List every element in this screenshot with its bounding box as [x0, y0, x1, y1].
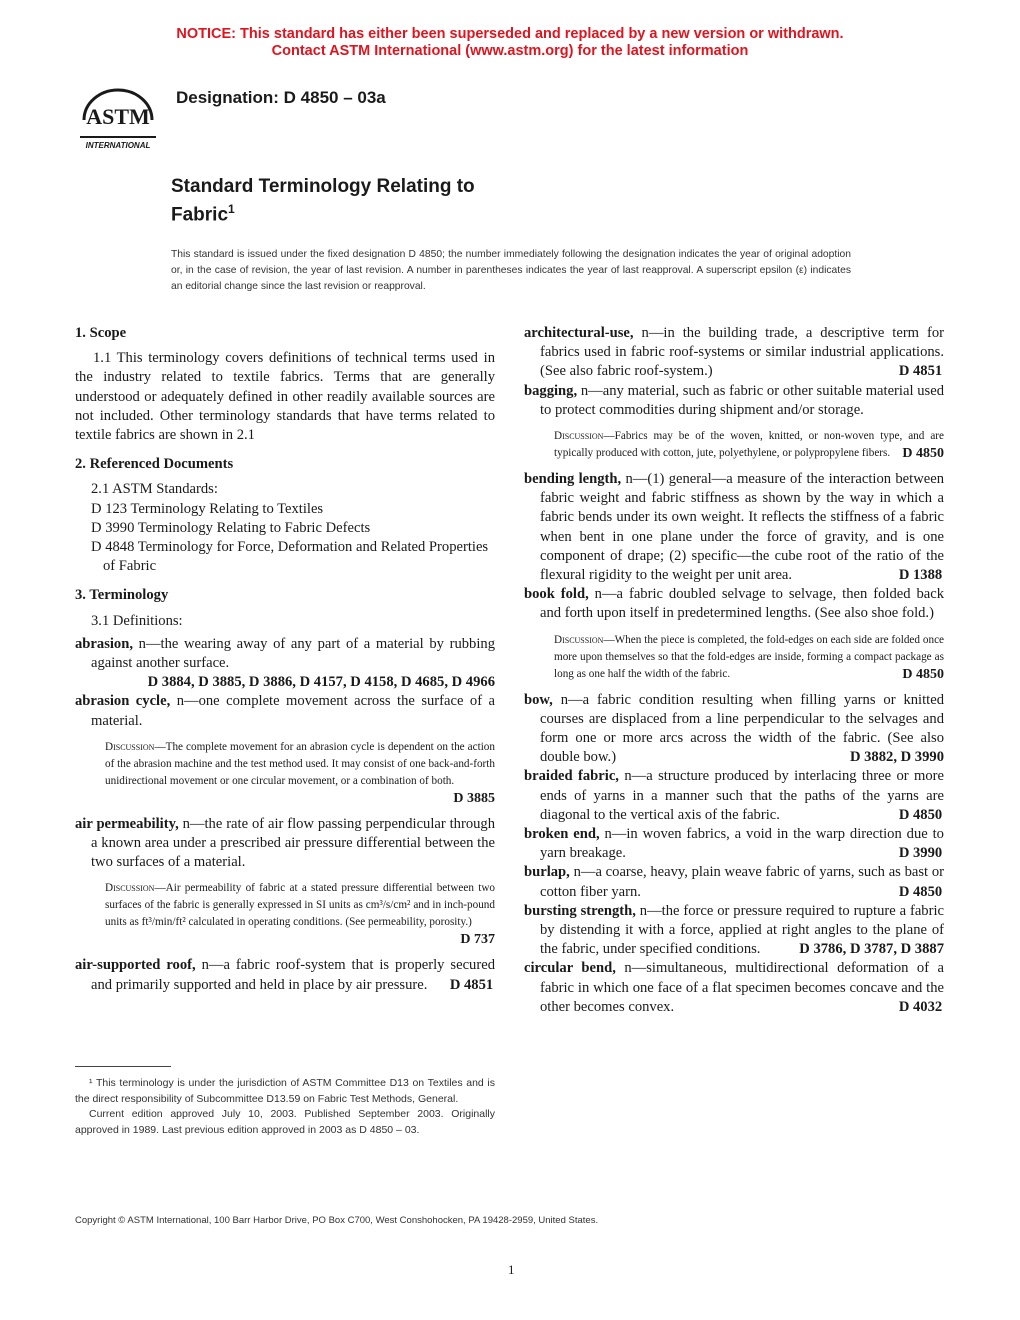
- notice-line-2: Contact ASTM International (www.astm.org) for the latest information: [271, 43, 749, 59]
- term-bow: bow, n—a fabric condition resulting when filling yarns or knitted courses are displaced from a line perpendicular to the selvages and form one or more arcs across the width of the fabric. (See also double bow.) D 3882, D 3990: [524, 691, 944, 768]
- terminology-heading: 3. Terminology: [75, 587, 169, 604]
- discussion-air-permeability: Discussion—Air permeability of fabric at a stated pressure differential between two surfaces of the fabric is generally expressed in SI units as cm³/s/cm² and in inch-pound units as ft³/min/ft² calculated in operating conditions. (See permeability, porosity.) D 737: [105, 882, 495, 948]
- designation: Designation: D 4850 – 03a: [176, 88, 386, 107]
- term-refs: D 4851: [449, 976, 494, 993]
- abstract: This standard is issued under the fixed designation D 4850; the number immediately following the designation indicates the year of original adoption or, in the case of revision, the year of last revision. A number in parentheses indicates the year of last reapproval. A superscript epsilon (ε) indicates an editorial change since the last revision or reapproval.: [171, 249, 851, 292]
- astm-logo: [76, 80, 160, 150]
- term-refs: D 1388: [898, 567, 943, 584]
- discussion-abrasion-cycle: Discussion—The complete movement for an abrasion cycle is dependent on the action of the abrasion machine and the test method used. It may consist of one back-and-forth unidirectional movement or one circular movement, or a combination of both. D 3885: [105, 740, 495, 806]
- discussion-bagging: Discussion—Fabrics may be of the woven, knitted, or non-woven type, and are typically produced with cotton, jute, polyethylene, or polypropylene fibers. D 4850: [554, 430, 944, 462]
- term-bending-length: bending length, n—(1) general—a measure of the interaction between fabric weight and fabric stiffness as shown by the way in which a fabric bends under its own weight. It reflects the stiffness of a fabric when bent in one plane under the force of gravity, and is one component of drape; (2) specific—the cube root of the ratio of the flexural rigidity to the weight per unit area. D 1388: [524, 470, 944, 585]
- term-bagging: bagging, n—any material, such as fabric or other suitable material used to protect commodities during shipment and/or storage.: [524, 382, 944, 418]
- term-refs: D 4851: [898, 363, 943, 380]
- term-air-permeability: air permeability, n—the rate of air flow passing perpendicular through a known area under a prescribed air pressure differential between the two surfaces of a material.: [75, 815, 496, 871]
- term-abrasion-cycle: abrasion cycle, n—one complete movement across the surface of a material.: [75, 693, 495, 729]
- term-refs: D 4850: [898, 806, 943, 823]
- term-refs: D 4032: [898, 998, 943, 1015]
- discussion-refs: D 737: [460, 932, 495, 948]
- term-abrasion: abrasion, n—the wearing away of any part of a material by rubbing against another surface. D 3884, D 3885, D 3886, D 4157, D 4158, D 4685, D 4966: [75, 635, 495, 693]
- term-refs: D 3786, D 3787, D 3887: [799, 941, 944, 958]
- term-burlap: burlap, n—a coarse, heavy, plain weave fabric of yarns, such as bast or cotton fiber yarn. D 4850: [524, 863, 944, 901]
- discussion-refs: D 3885: [453, 790, 495, 806]
- term-refs: D 3884, D 3885, D 3886, D 4157, D 4158, D 4685, D 4966: [147, 674, 495, 691]
- logo-text: ASTM: [86, 104, 150, 129]
- footnote-jurisdiction: ¹ This terminology is under the jurisdiction of ASTM Committee D13 on Textiles and is the direct responsibility of Subcommittee D13.59 on Fabric Test Methods, General.: [75, 1077, 495, 1105]
- copyright: Copyright © ASTM International, 100 Barr Harbor Drive, PO Box C700, West Conshohocken, PA 19428-2959, United States.: [75, 1215, 599, 1226]
- terminology-sub: 3.1 Definitions:: [91, 612, 183, 629]
- scope-heading: 1. Scope: [75, 325, 127, 341]
- referenced-sub: 2.1 ASTM Standards:: [91, 481, 218, 498]
- right-column: [524, 324, 944, 1017]
- term-bursting-strength: bursting strength, n—the force or pressure required to rupture a fabric by distending it with a force, applied at right angles to the plane of the fabric, under specified conditions. D 3786, D 3787, D 3887: [524, 902, 944, 960]
- referenced-item: D 4848 Terminology for Force, Deformation and Related Properties of Fabric: [91, 539, 489, 575]
- astm-logo-icon: [76, 80, 160, 150]
- term-circular-bend: circular bend, n—simultaneous, multidirectional deformation of a fabric in which one face of a flat specimen becomes concave and the other becomes convex. D 4032: [524, 959, 944, 1017]
- discussion-refs: D 4850: [902, 446, 944, 462]
- title-line-1: Standard Terminology Relating to: [171, 176, 475, 197]
- left-column: [75, 324, 495, 995]
- referenced-heading: 2. Referenced Documents: [75, 456, 234, 473]
- footnote: [75, 1076, 495, 1138]
- term-book-fold: book fold, n—a fabric doubled selvage to selvage, then folded back and forth upon itself in predetermined lengths. (See also shoe fold.): [524, 586, 944, 622]
- term-architectural-use: architectural-use, n—in the building trade, a descriptive term for fabrics used in fabric roof-systems or similar industrial applications. (See also fabric roof-system.) D 4851: [524, 324, 944, 382]
- term-braided-fabric: braided fabric, n—a structure produced by interlacing three or more ends of yarns in a manner such that the paths of the yarns are diagonal to the vertical axis of the fabric. D 4850: [524, 767, 944, 825]
- footnote-edition: Current edition approved July 10, 2003. Published September 2003. Originally approved in 1989. Last previous edition approved in 2003 as D 4850 – 03.: [75, 1108, 495, 1136]
- scope-text: 1.1 This terminology covers definitions of technical terms used in the industry related to textile fabrics. Terms that are generally understood or adequately defined in other readily available sources are not included. Other terminology standards that have terms related to textile fabrics are shown in 2.1: [75, 350, 495, 444]
- logo-subtext: INTERNATIONAL: [85, 141, 151, 150]
- term-refs: D 3882, D 3990: [849, 749, 944, 766]
- term-air-supported-roof: air-supported roof, n—a fabric roof-system that is properly secured and primarily supported and held in place by air pressure. D 4851: [75, 956, 495, 994]
- referenced-item: D 123 Terminology Relating to Textiles: [91, 500, 324, 517]
- notice-line-1: NOTICE: This standard has either been superseded and replaced by a new version or withdrawn.: [176, 26, 844, 42]
- referenced-item: D 3990 Terminology Relating to Fabric Defects: [91, 519, 371, 536]
- title-line-2: Fabric: [171, 204, 229, 226]
- discussion-book-fold: Discussion—When the piece is completed, the fold-edges on each side are folded once more upon themselves so that the fold-edges are inside, forming a compact package as long as one half the width of the fabric. D 4850: [554, 633, 944, 682]
- page-title: [171, 176, 475, 226]
- discussion-refs: D 4850: [902, 666, 944, 682]
- page-number: 1: [508, 1262, 515, 1277]
- term-refs: D 4850: [898, 883, 943, 900]
- title-footnote-mark: 1: [228, 202, 235, 216]
- term-refs: D 3990: [898, 845, 943, 862]
- withdrawn-notice: [0, 26, 1020, 60]
- footnote-divider: [75, 1066, 171, 1067]
- term-broken-end: broken end, n—in woven fabrics, a void in the warp direction due to yarn breakage. D 3990: [524, 825, 944, 863]
